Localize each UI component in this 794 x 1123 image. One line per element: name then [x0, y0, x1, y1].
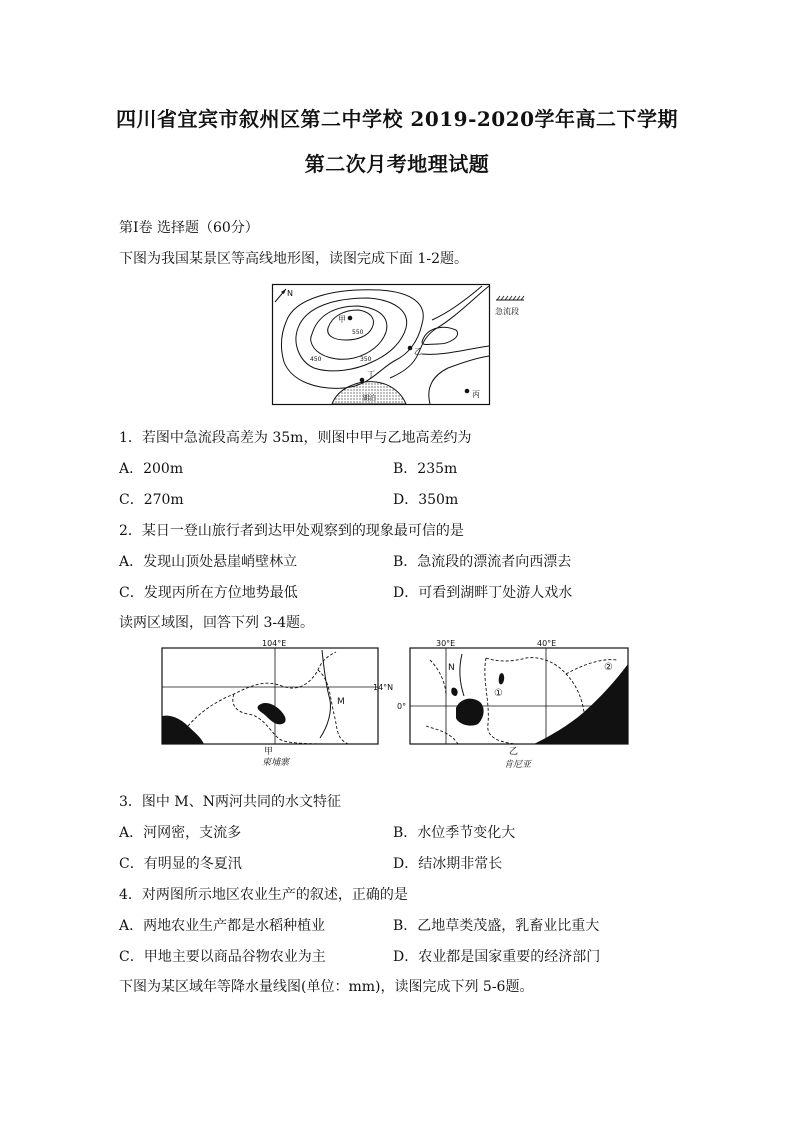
cambodia-caption-country: 柬埔寨 — [262, 758, 290, 768]
cambodia-latitude-label: 14°N — [373, 683, 394, 692]
q1-option-a: A．200m — [119, 461, 184, 477]
marker-1: ① — [494, 688, 503, 699]
q3-option-b: B．水位季节变化大 — [393, 825, 516, 841]
point-bing — [465, 389, 470, 394]
tonle-sap-lake — [258, 703, 286, 724]
q2-stem: 2．某日一登山旅行者到达甲处观察到的现象最可信的是 — [119, 523, 464, 539]
north-label: N — [287, 289, 293, 298]
contour-outer — [282, 290, 424, 389]
q1-stem: 1．若图中急流段高差为 35m，则图中甲与乙地高差约为 — [119, 430, 472, 446]
lake-turkana — [499, 673, 504, 684]
kenya-longitude-label-1: 30°E — [436, 639, 456, 648]
document-title-line1: 四川省宜宾市叙州区第二中学校 2019-2020学年高二下学期 — [115, 107, 679, 131]
q2-option-a: A．发现山顶处悬崖峭壁林立 — [119, 554, 298, 570]
contour-450 — [311, 306, 387, 359]
q3-option-a: A．河网密，支流多 — [119, 825, 242, 841]
q2-option-b: B．急流段的漂流者向西漂去 — [393, 554, 572, 570]
q1-option-c: C．270m — [119, 492, 184, 508]
cambodia-caption-letter: 甲 — [264, 747, 274, 757]
q4-option-b: B．乙地草类茂盛，乳畜业比重大 — [393, 918, 600, 934]
label-jia: 甲 — [338, 315, 346, 324]
lake-label: 湖泊 — [362, 394, 376, 402]
q2-option-d: D．可看到湖畔丁处游人戏水 — [393, 585, 573, 601]
q2-option-c: C．发现丙所在方位地势最低 — [119, 585, 298, 601]
kenya-map-figure — [397, 639, 636, 774]
cambodia-map-figure — [158, 639, 394, 770]
river-n — [460, 654, 464, 696]
contour-map-figure — [272, 284, 532, 406]
lake-victoria — [456, 699, 484, 726]
label-ding: 丁 — [367, 370, 375, 379]
indian-ocean — [534, 664, 628, 744]
contour-label-350: 350 — [360, 356, 372, 363]
q1-option-b: B．235m — [393, 461, 458, 477]
q3-stem: 3．图中 M、N两河共同的水文特征 — [119, 794, 341, 810]
intro-q5-6: 下图为某区域年等降水量线图(单位：mm)，读图完成下列 5-6题。 — [119, 979, 534, 995]
rapids-legend-label: 急流段 — [495, 307, 519, 316]
kenya-longitude-label-2: 40°E — [537, 639, 557, 648]
q4-stem: 4．对两图所示地区农业生产的叙述，正确的是 — [119, 887, 408, 903]
intro-q3-4: 读两区域图，回答下列 3-4题。 — [119, 615, 314, 631]
q4-option-d: D．农业都是国家重要的经济部门 — [393, 949, 601, 965]
cambodia-sea — [162, 716, 204, 744]
label-bing: 丙 — [472, 390, 480, 399]
kenya-equator-label: 0° — [397, 702, 407, 711]
cambodia-longitude-label: 104°E — [262, 639, 287, 648]
point-yi — [408, 346, 413, 351]
contour-label-550: 550 — [352, 329, 364, 336]
point-ding — [360, 378, 365, 383]
document-title-line2: 第二次月考地理试题 — [304, 152, 490, 176]
river-m-label: M — [337, 697, 345, 707]
point-jia — [348, 316, 353, 321]
contour-label-450: 450 — [310, 356, 322, 363]
contour-550 — [328, 310, 374, 340]
q3-option-d: D．结冰期非常长 — [393, 856, 503, 872]
kenya-caption-letter: 乙 — [509, 747, 519, 757]
q4-option-c: C．甲地主要以商品谷物农业为主 — [119, 949, 326, 965]
intro-q1-2: 下图为我国某景区等高线地形图，读图完成下面 1-2题。 — [119, 251, 468, 267]
q4-option-a: A．两地农业生产都是水稻种植业 — [119, 918, 326, 934]
kenya-caption-country: 肯尼亚 — [504, 760, 532, 770]
marker-2: ② — [604, 662, 613, 673]
label-yi: 乙 — [414, 347, 422, 356]
river-n-label: N — [448, 663, 455, 673]
q3-option-c: C．有明显的冬夏汛 — [119, 856, 242, 872]
q1-option-d: D．350m — [393, 492, 459, 508]
section-heading: 第Ⅰ卷 选择题（60分） — [119, 220, 259, 236]
